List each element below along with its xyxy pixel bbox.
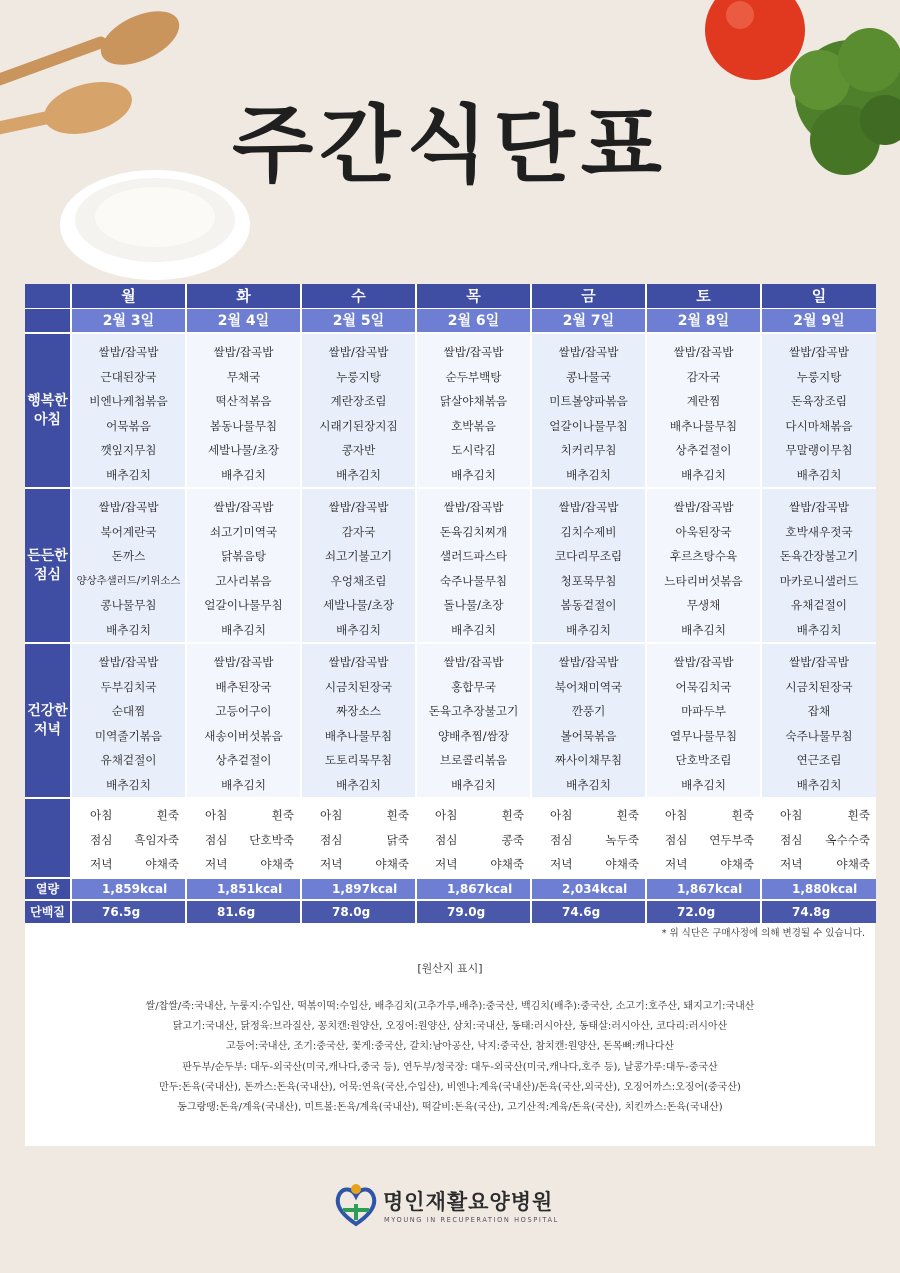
dish-item: 김치수제비 [560,524,617,539]
dish-item: 쌀밥/잡곡밥 [328,500,389,514]
porridge-type: 흰죽 [731,808,754,822]
porridge-type: 야채죽 [836,857,870,871]
dish-item: 짜장소스 [336,704,381,718]
porridge-meal: 저녁 [665,857,688,871]
dish-item: 배추김치 [106,467,151,482]
porridge-type: 흰죽 [616,808,639,822]
menu-cell [71,643,186,798]
dish-item: 쌀밥/잡곡밥 [98,655,159,669]
dish-item: 후르츠탕수육 [669,549,738,563]
porridge-item [302,828,415,853]
dish-item: 유채겉절이 [100,753,157,767]
menu-cell [186,643,301,798]
dish-item: 쌀밥/잡곡밥 [328,655,389,669]
dish-item: 누룽지탕 [796,369,842,384]
header-corner [25,284,71,308]
dish-item: 쌀밥/잡곡밥 [98,345,159,359]
dish-item: 닭볶음탕 [221,549,266,563]
dish-item: 감자국 [341,524,376,539]
porridge-type: 옥수수죽 [825,832,870,847]
calorie-value: 1,851kcal [186,878,301,900]
dish-item: 시래기된장지짐 [319,418,398,433]
dish-item: 숙주나물무침 [785,728,853,743]
dish-item: 콩나물국 [566,369,611,384]
protein-value: 74.8g [761,900,876,923]
dish-item: 느타리버섯볶음 [664,573,743,588]
meal-label-line: 점심 [33,566,62,583]
porridge-item [72,852,185,877]
origin-line: 고등어:국내산, 조기:중국산, 꽃게:중국산, 갈치:남아공산, 낙지:중국산, 참치캔:원양산, 돈목뼈:캐나다산 [225,1041,675,1053]
dish-item: 아욱된장국 [675,524,732,539]
dish-item: 두부김치국 [100,679,157,694]
dish-item: 배추김치 [451,622,496,637]
dish-item: 우엉채조림 [330,573,387,588]
menu-cell [186,488,301,643]
dish-item: 세발나물/초장 [207,443,280,457]
change-notice: * 위 식단은 구매사정에 의해 변경될 수 있습니다. [661,928,865,939]
dish-item: 쌀밥/잡곡밥 [213,500,274,514]
dish-item: 미역줄기볶음 [94,728,163,743]
porridge-item [532,803,645,828]
page-title: 주간식단표 [232,96,668,194]
meal-row [25,333,876,488]
dish-item: 도토리묵무침 [324,753,393,767]
day-header: 목 [416,284,531,308]
porridge-item [762,852,876,877]
origin-line: 쌀/찹쌀/죽:국내산, 누룽지:수입산, 떡볶이떡:수입산, 배추김치(고추가루,배추):중국산, 백김치(배추):중국산, 소고기:호주산, 돼지고기:국내산 [145,1001,755,1012]
porridge-item [647,803,760,828]
date-header: 2월 9일 [761,308,876,333]
porridge-item [187,852,300,877]
dish-item: 북어계란국 [100,524,157,539]
calorie-value: 1,867kcal [646,878,761,900]
day-header: 일 [761,284,876,308]
porridge-cell [531,798,646,878]
dish-item: 무생채 [686,598,721,612]
dish-item: 배추김치 [681,777,726,792]
dish-item: 순두부백탕 [445,369,502,384]
porridge-meal: 아침 [435,808,458,822]
meal-label-line: 아침 [33,411,62,428]
origin-line: 동그랑땡:돈육/계육(국내산), 미트볼:돈육/계육(국내산), 떡갈비:돈육(국산), 고기산적:계육/돈육(국산), 치킨까스:돈육(국내산) [177,1102,723,1114]
porridge-meal: 점심 [205,832,228,847]
menu-cell [301,643,416,798]
origin-line: 닭고기:국내산, 닭정육:브라질산, 꽁치캔:원양산, 오징어:원양산, 삼치:국내산, 동태:러시아산, 동태살:러시아산, 코다리:러시아산 [172,1021,728,1033]
dish-item: 배추김치 [336,622,381,637]
protein-value: 78.0g [301,900,416,923]
dish-item: 호박볶음 [451,418,496,433]
porridge-type: 단호박죽 [249,832,294,847]
meal-label-line: 저녁 [33,721,62,738]
porridge-meal: 점심 [320,832,343,847]
hospital-subtitle: MYOUNG IN RECUPERATION HOSPITAL [384,1216,559,1224]
dish-item: 얼갈이나물무침 [204,598,283,612]
porridge-item [187,828,300,853]
date-header: 2월 4일 [186,308,301,333]
porridge-meal: 아침 [550,808,573,822]
porridge-type: 흰죽 [501,808,524,822]
porridge-type: 흰죽 [271,808,294,822]
dish-item: 볼어묵볶음 [560,728,617,743]
dish-item: 배추김치 [106,777,151,792]
dish-item: 청포묵무침 [560,573,617,588]
dish-item: 깻잎지무침 [100,443,157,457]
porridge-type: 흰죽 [156,808,179,822]
menu-cell [761,643,876,798]
dish-item: 쌀밥/잡곡밥 [98,500,159,514]
dish-item: 고사리볶음 [215,573,272,588]
dish-item: 떡산적볶음 [215,394,272,408]
dish-item: 쌀밥/잡곡밥 [213,345,274,359]
porridge-type: 닭죽 [386,832,409,847]
calorie-value: 1,859kcal [71,878,186,900]
porridge-item [647,852,760,877]
date-header: 2월 7일 [531,308,646,333]
porridge-meal: 점심 [435,832,458,847]
calorie-value: 1,880kcal [761,878,876,900]
dish-item: 다시마채볶음 [785,418,853,433]
dish-item: 코다리무조림 [554,549,623,563]
dish-item: 배추김치 [451,777,496,792]
menu-cell [531,488,646,643]
origin-list [25,997,875,1118]
dish-item: 브로콜리볶음 [439,753,508,767]
menu-cell [646,488,761,643]
dish-item: 고등어구이 [215,704,272,718]
menu-cell [646,333,761,488]
dish-item: 콩나물무침 [100,598,157,612]
dish-item: 배추김치 [796,467,842,482]
dish-item: 쌀밥/잡곡밥 [558,655,619,669]
dish-item: 배추김치 [336,777,381,792]
dish-item: 잡채 [807,704,831,718]
dish-item: 쌀밥/잡곡밥 [789,500,849,514]
dish-item: 쌀밥/잡곡밥 [328,345,389,359]
porridge-meal: 저녁 [780,857,803,871]
porridge-meal: 아침 [90,808,113,822]
dish-item: 돈육장조림 [791,394,847,408]
porridge-meal: 아침 [780,808,803,822]
porridge-meal: 아침 [205,808,228,822]
porridge-meal: 점심 [780,832,803,847]
dish-item: 배추김치 [106,622,151,637]
day-header: 화 [186,284,301,308]
porridge-type: 연두부죽 [709,832,754,847]
porridge-meal: 아침 [320,808,343,822]
day-header-row [25,284,876,308]
dish-item: 단호박조림 [675,753,732,767]
dish-item: 샐러드파스타 [439,549,508,563]
meal-row [25,643,876,798]
porridge-type: 야채죽 [490,857,524,871]
dish-item: 배추나물무침 [324,728,393,743]
dish-item: 돈까스 [111,549,146,563]
dish-item: 배추김치 [221,622,266,637]
dish-item: 계란찜 [686,394,721,408]
menu-cell [71,333,186,488]
dish-item: 쇠고기미역국 [209,524,278,539]
dish-item: 쇠고기불고기 [324,549,393,563]
calories-row [25,878,876,900]
dish-item: 세발나물/초장 [322,598,395,612]
porridge-item [72,803,185,828]
dish-item: 상추겉절이 [675,443,732,457]
dish-item: 무채국 [226,369,261,384]
dish-item: 배추김치 [796,777,842,792]
dish-item: 배추김치 [566,467,611,482]
porridge-cell [646,798,761,878]
porridge-type: 흰죽 [847,808,870,822]
date-header: 2월 8일 [646,308,761,333]
porridge-meal: 저녁 [550,857,573,871]
dish-item: 배추김치 [221,777,266,792]
hospital-logo-icon [333,1180,379,1230]
dish-item: 봄동나물무침 [209,418,278,433]
porridge-item [532,828,645,853]
porridge-cell [416,798,531,878]
day-header: 토 [646,284,761,308]
dish-item: 돌나물/초장 [443,598,504,612]
porridge-item [417,852,530,877]
porridge-type: 야채죽 [145,857,179,871]
dish-item: 어묵볶음 [106,418,151,433]
porridge-meal: 아침 [665,808,688,822]
porridge-item [647,828,760,853]
origin-line: 판두부/순두부: 대두-외국산(미국,캐나다,중국 등), 연두부/청국장: 대두-외국산(미국,캐나다,호주 등), 날콩가루:대두-중국산 [182,1061,718,1073]
meal-label-line: 건강한 [27,702,68,719]
meal-label [25,488,71,643]
menu-cell [416,488,531,643]
protein-label: 단백질 [25,900,71,923]
meal-label-line: 든든한 [27,547,68,564]
date-header-row [25,308,876,333]
meal-label [25,643,71,798]
day-header: 금 [531,284,646,308]
porridge-meal: 점심 [665,832,688,847]
hospital-logo [333,1180,573,1236]
origin-title: [원산지 표시] [417,962,483,975]
protein-value: 79.0g [416,900,531,923]
dish-item: 시금치된장국 [785,679,853,694]
protein-value: 74.6g [531,900,646,923]
dish-item: 상추겉절이 [215,753,272,767]
menu-cell [301,333,416,488]
weekly-menu-table [25,284,876,923]
protein-value: 81.6g [186,900,301,923]
dish-item: 배추나물무침 [669,418,738,433]
porridge-type: 흰죽 [386,808,409,822]
porridge-item [762,828,876,853]
dish-item: 치커리무침 [560,443,617,457]
porridge-item [762,803,876,828]
dish-item: 마파두부 [681,704,726,718]
dish-item: 근대된장국 [100,369,157,384]
porridge-item [72,828,185,853]
dish-item: 쌀밥/잡곡밥 [673,500,734,514]
menu-cell [301,488,416,643]
dish-item: 쌀밥/잡곡밥 [558,345,619,359]
porridge-item [417,828,530,853]
menu-cell [416,643,531,798]
protein-value: 72.0g [646,900,761,923]
meal-row [25,488,876,643]
calorie-value: 1,897kcal [301,878,416,900]
dish-item: 쌀밥/잡곡밥 [789,345,849,359]
porridge-meal: 점심 [90,832,113,847]
menu-cell [761,488,876,643]
dish-item: 양상추샐러드/키위소스 [76,574,181,587]
menu-cell [186,333,301,488]
dish-item: 쌀밥/잡곡밥 [443,345,504,359]
dish-item: 돈육고추장불고기 [428,704,519,718]
origin-line: 만두:돈육(국내산), 돈까스:돈육(국내산), 어묵:연육(국산,수입산), 비엔나:계육(국내산)/돈육(국산,외국산), 오징어까스:오징어(중국산) [159,1081,741,1093]
porridge-meal: 점심 [550,832,573,847]
date-header: 2월 3일 [71,308,186,333]
dish-item: 미트볼양파볶음 [549,394,628,408]
calories-label: 열량 [25,878,71,900]
date-header: 2월 5일 [301,308,416,333]
dish-item: 배추김치 [451,467,496,482]
dish-item: 무말랭이무침 [785,443,853,457]
porridge-item [532,852,645,877]
dish-item: 닭살야채볶음 [439,394,508,408]
header-corner [25,308,71,333]
date-header: 2월 6일 [416,308,531,333]
dish-item: 숙주나물무침 [439,573,508,588]
menu-cell [646,643,761,798]
dish-item: 쌀밥/잡곡밥 [213,655,274,669]
dish-item: 홍합무국 [451,679,496,694]
porridge-type: 야채죽 [720,857,754,871]
dish-item: 북어채미역국 [554,679,623,694]
dish-item: 얼갈이나물무침 [549,418,628,433]
dish-item: 양배추찜/쌈장 [437,728,510,743]
porridge-type: 콩죽 [501,832,524,847]
dish-item: 새송이버섯볶음 [204,728,283,743]
porridge-meal: 저녁 [435,857,458,871]
porridge-type: 야채죽 [375,857,409,871]
porridge-cell [186,798,301,878]
dish-item: 배추김치 [681,622,726,637]
dish-item: 봄동겉절이 [560,598,617,612]
meal-label [25,333,71,488]
dish-item: 콩자반 [341,443,376,457]
dish-item: 시금치된장국 [324,679,393,694]
porridge-type: 녹두죽 [605,832,639,847]
meal-rows [25,333,876,798]
dish-item: 마카로니샐러드 [779,573,859,588]
porridge-meal: 저녁 [205,857,228,871]
porridge-meal: 저녁 [320,857,343,871]
dish-item: 쌀밥/잡곡밥 [673,655,734,669]
porridge-type: 흑임자죽 [134,832,179,847]
dish-item: 배추김치 [796,622,842,637]
dish-item: 도시락김 [451,443,496,457]
menu-cell [416,333,531,488]
porridge-cell [71,798,186,878]
porridge-item [302,803,415,828]
dish-item: 감자국 [686,369,721,384]
porridge-item [417,803,530,828]
day-header: 수 [301,284,416,308]
dish-item: 쌀밥/잡곡밥 [443,500,504,514]
hospital-name: 명인재활요양병원 [383,1190,554,1214]
menu-cell [761,333,876,488]
menu-cell [71,488,186,643]
dish-item: 배추김치 [336,467,381,482]
dish-item: 짜사이채무침 [554,753,623,767]
dish-item: 계란장조림 [330,394,387,408]
menu-cell [531,643,646,798]
porridge-item [302,852,415,877]
calorie-value: 2,034kcal [531,878,646,900]
dish-item: 쌀밥/잡곡밥 [558,500,619,514]
porridge-type: 야채죽 [260,857,294,871]
protein-row [25,900,876,923]
calorie-value: 1,867kcal [416,878,531,900]
meal-label-line: 행복한 [27,392,68,409]
dish-item: 돈육김치찌개 [439,524,508,539]
dish-item: 순대찜 [111,704,146,718]
porridge-type: 야채죽 [605,857,639,871]
protein-value: 76.5g [71,900,186,923]
dish-item: 배추된장국 [215,679,272,694]
dish-item: 배추김치 [221,467,266,482]
dish-item: 유채겉절이 [791,598,847,612]
dish-item: 배추김치 [566,777,611,792]
dish-item: 누룽지탕 [336,369,381,384]
dish-item: 쌀밥/잡곡밥 [443,655,504,669]
porridge-item [187,803,300,828]
dish-item: 쌀밥/잡곡밥 [789,655,849,669]
porridge-meal: 저녁 [90,857,113,871]
dish-item: 열무나물무침 [669,728,738,743]
porridge-cell [761,798,876,878]
dish-item: 호박새우젓국 [785,524,853,539]
day-header: 월 [71,284,186,308]
dish-item: 배추김치 [566,622,611,637]
dish-item: 어묵김치국 [675,679,732,694]
dish-item: 연근조림 [796,753,842,767]
menu-cell [531,333,646,488]
porridge-label [25,798,71,878]
dish-item: 돈육간장불고기 [779,549,859,563]
dish-item: 깐풍기 [571,704,606,718]
dish-item: 배추김치 [681,467,726,482]
dish-item: 쌀밥/잡곡밥 [673,345,734,359]
porridge-row [25,798,876,878]
dish-item: 비엔나케첩볶음 [89,394,168,408]
porridge-cell [301,798,416,878]
